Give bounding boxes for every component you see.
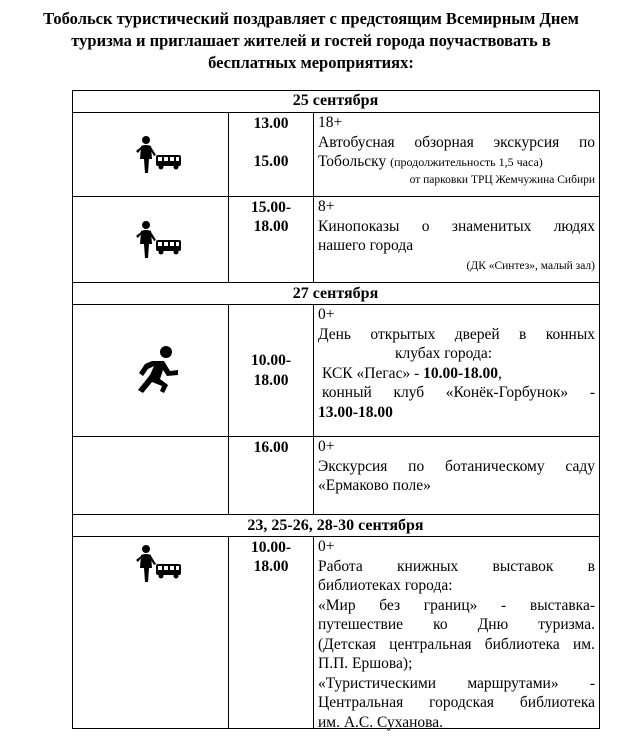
event-text: П.П. Ершова); (318, 655, 413, 672)
event-description (318, 537, 595, 732)
title-line-3: бесплатных мероприятиях: (208, 53, 414, 72)
event-text: Тобольску (318, 153, 387, 170)
age-rating: 0+ (318, 538, 335, 555)
event-text: нашего города (318, 237, 414, 254)
event-text: клубах города: (395, 345, 493, 362)
event-text: Экскурсия по ботаническому саду (318, 457, 595, 475)
event-text: путешествие ко Дню туризма. (318, 616, 595, 633)
event-note: (продолжительность 1,5 часа) (390, 155, 543, 169)
club-time: 10.00-18.00 (423, 364, 499, 382)
event-text: «Туристическими маршрутами» - (318, 674, 595, 692)
event-text: Автобусная обзорная экскурсия по (318, 133, 595, 151)
event-time: 16.00 (253, 439, 289, 456)
event-text: «Ермаково поле» (318, 477, 431, 494)
event-text: им. А.С. Суханова. (318, 713, 444, 731)
event-text: Кинопоказы о знаменитых людях (318, 217, 595, 235)
age-rating: 18+ (318, 114, 343, 131)
punctuation: , (498, 364, 502, 382)
event-text: День открытых дверей в конных (318, 325, 595, 343)
table-border (72, 282, 600, 283)
club-time: 13.00-18.00 (318, 403, 393, 421)
running-person-icon (130, 345, 182, 397)
event-time: 15.00- (250, 199, 292, 216)
table-border (313, 112, 314, 282)
event-location: (ДК «Синтез», малый зал) (466, 259, 595, 272)
section-date: 23, 25-26, 28-30 сентября (247, 517, 424, 534)
age-rating: 0+ (318, 438, 335, 455)
event-description (318, 197, 595, 274)
event-time: 13.00 (253, 115, 289, 132)
age-rating: 0+ (318, 306, 335, 323)
age-rating: 8+ (318, 198, 335, 215)
title-line-1: Тобольск туристический поздравляет с предстоящим Всемирным Днем (43, 9, 579, 28)
section-date: 25 сентября (292, 92, 379, 109)
event-time: 18.00 (253, 558, 289, 575)
event-location: от парковки ТРЦ Жемчужина Сибири (409, 173, 595, 186)
event-time: 18.00 (253, 218, 289, 235)
guide-bus-icon (135, 135, 185, 175)
event-time: 18.00 (253, 372, 289, 389)
event-text: Центральная городская библиотека (318, 694, 595, 711)
guide-bus-icon (135, 220, 185, 260)
event-text: (Детская центральная библиотека им. (318, 635, 595, 653)
table-border (599, 90, 600, 729)
table-border (228, 112, 229, 282)
section-date: 27 сентября (292, 285, 379, 302)
guide-bus-icon (135, 544, 185, 584)
table-border (313, 536, 314, 728)
event-time: 10.00- (250, 539, 292, 556)
event-description (318, 437, 595, 496)
club-name: конный клуб «Конёк-Горбунок» - (322, 384, 595, 401)
event-time: 10.00- (250, 352, 292, 369)
event-description (318, 113, 595, 188)
event-text: библиотеках города: (318, 577, 453, 594)
table-border (228, 304, 229, 514)
event-description (318, 305, 595, 422)
event-text: Работа книжных выставок в (318, 557, 595, 575)
event-time: 15.00 (253, 153, 289, 170)
title-line-2: туризма и приглашает жителей и гостей города поучаствовать в (71, 31, 551, 50)
table-border (72, 90, 73, 729)
club-name: КСК «Пегас» - (322, 364, 420, 382)
table-border (313, 304, 314, 514)
table-border (72, 514, 600, 515)
event-text: «Мир без границ» - выставка- (318, 596, 595, 614)
